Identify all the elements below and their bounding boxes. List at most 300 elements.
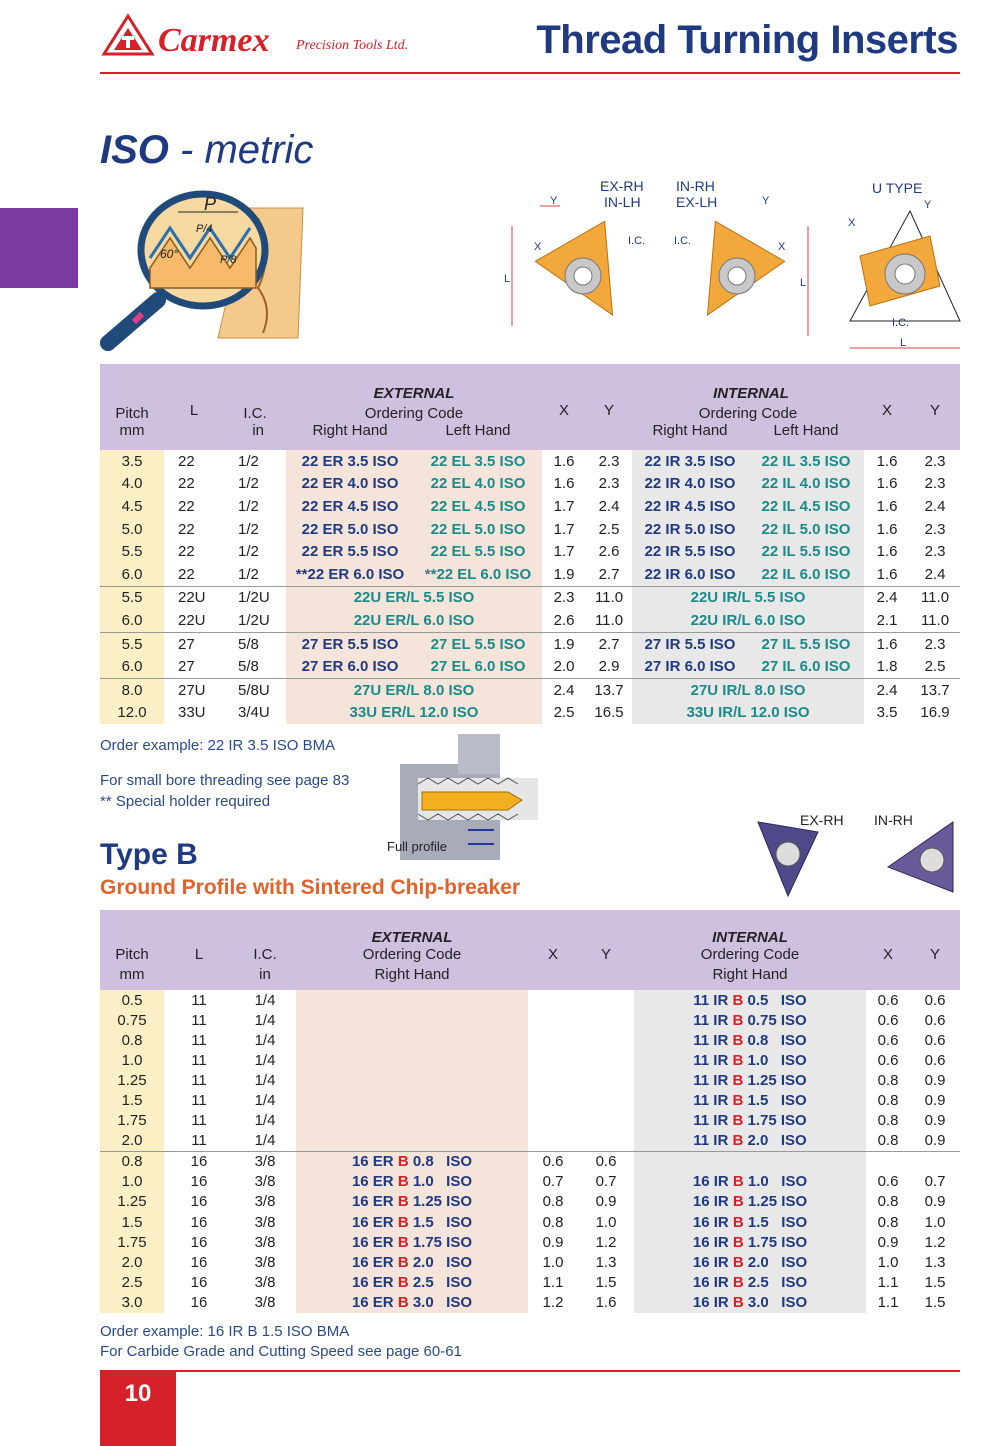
int-rh-code-part: 0.5 ISO: [743, 991, 807, 1009]
int-rh-code: [634, 1252, 866, 1272]
ext-y: 2.4: [598, 497, 620, 515]
int-rh-code: [634, 1151, 866, 1172]
brand-logo: [100, 12, 430, 62]
l-cell: 22: [178, 452, 195, 470]
pitch-cell: 1.5: [100, 1212, 164, 1232]
ext-rh-code-part: 0.8 ISO: [408, 1153, 473, 1171]
int-y: 0.6: [924, 1011, 946, 1029]
int-x: 1.6: [876, 452, 898, 470]
ext-x: 2.0: [553, 658, 575, 676]
ic-cell: 1/4: [254, 1031, 276, 1049]
int-rh-code-part: 1.0 ISO: [743, 1051, 807, 1069]
table-row: [100, 1212, 960, 1232]
svg-text:60°: 60°: [160, 247, 179, 261]
ext-y: [578, 1070, 634, 1090]
table-row: [100, 1090, 960, 1110]
l-cell: 22: [178, 475, 195, 493]
ext-x: 0.6: [528, 1151, 578, 1172]
ext-y: 2.7: [598, 565, 620, 583]
table-row: [100, 702, 960, 725]
int-y: 0.9: [924, 1112, 946, 1130]
int-y: 2.4: [924, 565, 946, 583]
int-rh-code: 22 IR 4.0 ISO: [632, 473, 748, 496]
ext-x: 1.6: [553, 475, 575, 493]
pitch-cell: 6.0: [100, 655, 164, 678]
int-x: 1.6: [876, 543, 898, 561]
ext-rh-code-part: 16 ER: [351, 1213, 398, 1231]
int-rh-code-part: 16 IR: [692, 1213, 733, 1231]
ext-rh-code-part: 1.0 ISO: [408, 1173, 473, 1191]
int-rh-code: [634, 1212, 866, 1232]
ext-code: 27U ER/L 8.0 ISO: [286, 678, 542, 701]
int-x: 0.8: [877, 1112, 899, 1130]
int-lh-code: 27 IL 5.5 ISO: [748, 632, 864, 655]
ext-rh-code-part: B: [397, 1153, 409, 1171]
l-cell: 16: [164, 1151, 234, 1172]
svg-text:I.C.: I.C.: [674, 235, 692, 247]
ext-rh-code: [296, 1111, 528, 1131]
int-x: [866, 1151, 910, 1172]
ext-rh-code-part: 16 ER: [351, 1233, 398, 1251]
l-cell: 16: [190, 1173, 208, 1191]
int-x: 0.6: [877, 991, 899, 1009]
int-rh-code: [634, 1172, 866, 1192]
pitch-cell: 6.0: [100, 609, 164, 632]
ic-cell: 5/8: [224, 632, 286, 655]
int-y: 1.5: [924, 1293, 946, 1311]
int-code: 22U IR/L 5.5 ISO: [632, 586, 864, 609]
ic-cell: 3/8: [254, 1173, 276, 1191]
ext-x: [528, 1070, 578, 1090]
pitch-cell: 1.25: [100, 1070, 164, 1090]
ext-y: [578, 1030, 634, 1050]
l-cell: 16: [190, 1213, 208, 1231]
int-rh-code: 22 IR 3.5 ISO: [632, 450, 748, 473]
int-rh-code-part: 16 IR: [692, 1273, 733, 1291]
ext-y: 1.0: [595, 1213, 617, 1231]
ic-cell: 3/8: [254, 1193, 276, 1211]
ext-lh-code: 22 EL 5.5 ISO: [414, 540, 542, 563]
int-rh-code-part: 2.5 ISO: [743, 1273, 808, 1291]
pitch-cell: 3.0: [100, 1292, 164, 1312]
int-y: 2.3: [924, 543, 946, 561]
int-lh-code: 22 IL 3.5 ISO: [748, 450, 864, 473]
svg-text:L: L: [900, 337, 907, 349]
pitch-cell: 1.25: [100, 1192, 164, 1212]
svg-text:X: X: [778, 241, 786, 253]
page-title: Thread Turning Inserts: [536, 18, 958, 62]
int-rh-code-part: 1.75 ISO: [743, 1112, 807, 1130]
ext-lh-code: 22 EL 3.5 ISO: [414, 450, 542, 473]
int-x: 0.9: [877, 1233, 899, 1251]
ext-y: 0.6: [578, 1151, 634, 1172]
int-rh-code: [634, 1050, 866, 1070]
ext-rh-code: [296, 1131, 528, 1152]
l-cell: 22: [178, 543, 195, 561]
l-cell: 11: [191, 1071, 207, 1089]
internal-header-b: INTERNAL: [712, 929, 788, 946]
ext-y: 2.9: [598, 658, 620, 676]
table-row: [100, 678, 960, 701]
ext-y: [578, 990, 634, 1010]
int-rh-code: 22 IR 5.0 ISO: [632, 518, 748, 541]
ext-rh-code-part: B: [397, 1233, 409, 1251]
ext-lh-code: 22 EL 4.5 ISO: [414, 495, 542, 518]
insert-dimension-diagrams: [500, 196, 970, 356]
int-y: 2.3: [910, 632, 960, 655]
ext-rh-code-part: 1.25 ISO: [408, 1193, 473, 1211]
ext-rh-code-part: B: [397, 1253, 409, 1271]
ext-x: [528, 1030, 578, 1050]
ic-cell: 1/2: [238, 452, 259, 470]
int-y: 2.3: [924, 475, 946, 493]
int-rh-code-part: B: [732, 1071, 744, 1089]
ext-y: [578, 1010, 634, 1030]
internal-header: INTERNAL: [713, 385, 789, 402]
ic-cell: 5/8U: [224, 678, 286, 701]
pitch-cell: 0.5: [100, 990, 164, 1010]
l-cell: 11: [191, 1031, 207, 1049]
int-x: 1.6: [876, 520, 898, 538]
int-x: 3.5: [876, 704, 898, 722]
ext-rh-code: [296, 1050, 528, 1070]
pitch-cell: 5.5: [100, 586, 164, 609]
page-number: 10: [100, 1372, 176, 1446]
ext-rh-code-part: B: [397, 1213, 409, 1231]
int-rh-code: [634, 1131, 866, 1152]
ext-rh-code: [296, 1232, 528, 1252]
ext-y: 11.0: [594, 611, 624, 629]
svg-text:I.C.: I.C.: [892, 317, 910, 329]
int-rh-code: [634, 1292, 866, 1312]
ic-cell: 1/2U: [224, 586, 286, 609]
ext-y: [578, 1131, 634, 1152]
table-row: [100, 609, 960, 632]
int-y: [910, 1151, 960, 1172]
l-cell: 33U: [178, 704, 206, 722]
ext-rh-code-part: B: [397, 1173, 409, 1191]
ext-lh-code: **22 EL 6.0 ISO: [414, 563, 542, 586]
diagram3-label: U TYPE: [872, 180, 923, 196]
int-rh-code-part: 16 IR: [692, 1193, 733, 1211]
int-rh-code-part: B: [732, 1173, 744, 1191]
ic-cell: 5/8: [238, 658, 259, 676]
ext-x: 1.9: [542, 632, 586, 655]
ext-y: [578, 1090, 634, 1110]
table-row: [100, 563, 960, 586]
section-tab: [0, 208, 78, 288]
ext-rh-code: 22 ER 5.5 ISO: [286, 540, 414, 563]
int-x: 1.6: [876, 475, 898, 493]
ext-rh-code-part: B: [397, 1293, 409, 1311]
int-x: 0.8: [877, 1193, 899, 1211]
l-cell: 22U: [178, 611, 206, 629]
ext-rh-code-part: 16 ER: [351, 1253, 398, 1271]
table-row: [100, 1050, 960, 1070]
ic-cell: 1/2U: [238, 611, 270, 629]
int-lh-code: 22 IL 5.0 ISO: [748, 518, 864, 541]
ext-x: 1.6: [553, 452, 575, 470]
l-cell: 11: [191, 1051, 207, 1069]
diagram2-label-a: IN-RH: [676, 178, 715, 194]
ext-rh-code: 27 ER 5.5 ISO: [286, 632, 414, 655]
svg-text:Y: Y: [762, 196, 770, 207]
ic-cell: 3/8: [254, 1213, 276, 1231]
ext-rh-code: [296, 1252, 528, 1272]
order-example-1: Order example: 22 IR 3.5 ISO BMA: [100, 737, 336, 754]
pitch-cell: 2.5: [100, 1272, 164, 1292]
int-y: 1.5: [924, 1273, 946, 1291]
carmex-logo-icon: [100, 12, 156, 56]
ext-lh-code: 22 EL 5.0 ISO: [414, 518, 542, 541]
int-rh-code-part: 1.5 ISO: [743, 1213, 808, 1231]
int-x: 1.1: [877, 1293, 899, 1311]
ext-y: [578, 1111, 634, 1131]
pitch-cell: 0.8: [100, 1151, 164, 1172]
int-rh-code-part: B: [732, 1193, 744, 1211]
thread-profile-magnifier-icon: [98, 188, 308, 356]
ext-x: 0.9: [542, 1233, 564, 1251]
order-example-2: Order example: 16 IR B 1.5 ISO BMA: [100, 1323, 350, 1340]
external-header: EXTERNAL: [373, 385, 455, 402]
pitch-cell: 12.0: [100, 702, 164, 725]
int-x: 1.6: [864, 632, 910, 655]
table-row: [100, 518, 960, 541]
int-x: 2.4: [864, 586, 910, 609]
brand-name: Carmex: [158, 22, 270, 59]
int-rh-code-part: 11 IR: [693, 1092, 733, 1110]
ext-y: 1.2: [595, 1233, 617, 1251]
ext-x: 1.7: [553, 520, 575, 538]
ext-y: 1.5: [595, 1273, 617, 1291]
table-row: [100, 655, 960, 678]
type-b-exrh-label: EX-RH: [800, 812, 844, 828]
int-rh-code: 22 IR 4.5 ISO: [632, 495, 748, 518]
ic-cell: 1/4: [254, 1112, 276, 1130]
l-cell: 27: [164, 632, 224, 655]
int-rh-code-part: 16 IR: [692, 1293, 733, 1311]
l-cell: 22U: [164, 586, 224, 609]
int-rh-code: [634, 1272, 866, 1292]
table-row: [100, 1192, 960, 1212]
ext-y: 11.0: [586, 586, 632, 609]
ext-rh-code-part: 2.0 ISO: [408, 1253, 473, 1271]
int-y: 11.0: [920, 611, 950, 629]
int-rh-code-part: 0.8 ISO: [743, 1031, 807, 1049]
svg-text:Y: Y: [550, 196, 558, 207]
int-x: 0.6: [877, 1173, 899, 1191]
ext-rh-code-part: 16 ER: [351, 1273, 398, 1291]
ext-y: 2.6: [598, 543, 620, 561]
ext-y: 0.9: [595, 1193, 617, 1211]
int-rh-code: [634, 1010, 866, 1030]
table-row: [100, 1030, 960, 1050]
table-row: [100, 1232, 960, 1252]
ext-x: 2.5: [553, 704, 575, 722]
int-rh-code-part: 1.25 ISO: [743, 1071, 807, 1089]
table-row: [100, 1151, 960, 1172]
int-y: 2.3: [924, 520, 946, 538]
int-y: 1.0: [924, 1213, 946, 1231]
ext-x: [528, 1050, 578, 1070]
int-rh-code-part: 1.25 ISO: [743, 1193, 808, 1211]
int-rh-code-part: 11 IR: [693, 1071, 733, 1089]
svg-text:X: X: [848, 217, 856, 229]
int-lh-code: 27 IL 6.0 ISO: [748, 655, 864, 678]
int-rh-code: 27 IR 6.0 ISO: [632, 655, 748, 678]
int-rh-code: [634, 1192, 866, 1212]
pitch-cell: 1.0: [100, 1050, 164, 1070]
int-code: 22U IR/L 6.0 ISO: [632, 609, 864, 632]
int-rh-code-part: B: [732, 1213, 744, 1231]
pitch-cell: 0.75: [100, 1010, 164, 1030]
int-y: 13.7: [910, 678, 960, 701]
int-rh-code-part: 11 IR: [693, 1031, 733, 1049]
int-rh-code-part: B: [732, 1233, 744, 1251]
int-lh-code: 22 IL 4.0 ISO: [748, 473, 864, 496]
pitch-cell: 5.0: [100, 518, 164, 541]
int-y: 11.0: [910, 586, 960, 609]
table-row: [100, 1252, 960, 1272]
ic-cell: 1/2: [238, 520, 259, 538]
ext-rh-code-part: 1.5 ISO: [408, 1213, 473, 1231]
int-rh-code-part: B: [732, 1253, 744, 1271]
int-rh-code-part: 11 IR: [693, 1132, 733, 1150]
ext-x: 2.6: [553, 611, 575, 629]
int-rh-code-part: B: [732, 991, 744, 1009]
int-rh-code-part: 1.5 ISO: [743, 1092, 807, 1110]
footer-divider: [100, 1370, 960, 1372]
ext-rh-code-part: 1.75 ISO: [408, 1233, 473, 1251]
int-rh-code: [634, 1030, 866, 1050]
ext-x: 1.0: [542, 1253, 564, 1271]
int-code: 33U IR/L 12.0 ISO: [632, 702, 864, 725]
ext-rh-code: [296, 1212, 528, 1232]
ext-y: 1.3: [595, 1253, 617, 1271]
int-rh-code: 27 IR 5.5 ISO: [632, 632, 748, 655]
int-x: 1.1: [877, 1273, 899, 1291]
ext-code: 33U ER/L 12.0 ISO: [286, 702, 542, 725]
ext-y: 13.7: [586, 678, 632, 701]
ext-x: 0.8: [542, 1193, 564, 1211]
table-row: [100, 1010, 960, 1030]
svg-text:P/4: P/4: [196, 223, 213, 235]
svg-text:P/8: P/8: [220, 254, 237, 266]
pitch-cell: 2.0: [100, 1131, 164, 1152]
ic-cell: 3/8: [254, 1253, 276, 1271]
pitch-cell: 6.0: [100, 563, 164, 586]
ext-rh-code: 22 ER 4.5 ISO: [286, 495, 414, 518]
int-rh-code: [634, 1111, 866, 1131]
ext-x: 1.7: [553, 497, 575, 515]
pitch-cell: 5.5: [100, 540, 164, 563]
ext-y: 0.7: [595, 1173, 617, 1191]
ext-rh-code: **22 ER 6.0 ISO: [286, 563, 414, 586]
int-rh-code-part: 1.75 ISO: [743, 1233, 808, 1251]
ext-y: 2.5: [598, 520, 620, 538]
ext-rh-code: [296, 990, 528, 1010]
ic-cell: 1/4: [254, 1092, 276, 1110]
ext-x: [528, 1010, 578, 1030]
table-row: [100, 1111, 960, 1131]
int-y: 0.9: [924, 1092, 946, 1110]
ext-x: 1.2: [542, 1293, 564, 1311]
ic-cell: 1/2: [238, 497, 259, 515]
table-row: [100, 1292, 960, 1312]
int-y: 0.9: [924, 1071, 946, 1089]
int-rh-code: [634, 1070, 866, 1090]
int-rh-code-part: 11 IR: [693, 1112, 733, 1130]
int-x: 0.8: [877, 1071, 899, 1089]
int-y: 0.7: [924, 1173, 946, 1191]
ext-rh-code: [296, 1151, 528, 1172]
int-y: 1.2: [924, 1233, 946, 1251]
pitch-cell: 1.5: [100, 1090, 164, 1110]
pitch-cell: 4.5: [100, 495, 164, 518]
ext-y: 2.3: [598, 452, 620, 470]
int-rh-code-part: 11 IR: [693, 1051, 733, 1069]
ext-x: 2.4: [542, 678, 586, 701]
int-x: 0.6: [877, 1011, 899, 1029]
table-row: [100, 495, 960, 518]
int-x: 1.6: [876, 565, 898, 583]
ext-rh-code-part: 2.5 ISO: [408, 1273, 473, 1291]
ext-rh-code-part: 16 ER: [351, 1293, 398, 1311]
ic-cell: 1/2: [238, 475, 259, 493]
int-lh-code: 22 IL 4.5 ISO: [748, 495, 864, 518]
ic-cell: 1/4: [254, 1071, 276, 1089]
l-cell: 11: [191, 1011, 207, 1029]
int-rh-code-part: B: [732, 1051, 744, 1069]
type-b-inserts-icon: [748, 812, 968, 902]
ext-x: 0.7: [542, 1173, 564, 1191]
pitch-cell: 8.0: [100, 678, 164, 701]
l-cell: 22: [178, 497, 195, 515]
ext-x: 1.9: [553, 565, 575, 583]
ic-cell: 3/8: [254, 1293, 276, 1311]
ext-lh-code: 27 EL 6.0 ISO: [414, 655, 542, 678]
ext-x: [528, 1131, 578, 1152]
ic-cell: 1/4: [254, 1051, 276, 1069]
int-x: 2.4: [864, 678, 910, 701]
table-row: [100, 1131, 960, 1152]
ext-y: 2.7: [586, 632, 632, 655]
int-rh-code-part: 11 IR: [693, 1011, 733, 1029]
l-cell: 16: [190, 1293, 208, 1311]
ext-rh-code: [296, 1192, 528, 1212]
int-lh-code: 22 IL 6.0 ISO: [748, 563, 864, 586]
int-rh-code: [634, 990, 866, 1010]
table-row: [100, 632, 960, 655]
ext-x: 0.8: [542, 1213, 564, 1231]
l-cell: 11: [191, 1132, 207, 1150]
table-row: [100, 1070, 960, 1090]
small-bore-note: For small bore threading see page 83: [100, 772, 350, 789]
l-cell: 11: [191, 1092, 207, 1110]
special-holder-note: ** Special holder required: [100, 793, 271, 810]
int-rh-code-part: B: [732, 1092, 744, 1110]
ext-lh-code: 22 EL 4.0 ISO: [414, 473, 542, 496]
ic-cell: 3/8: [254, 1233, 276, 1251]
type-b-title: Type B: [100, 838, 198, 871]
table-row: [100, 1272, 960, 1292]
ext-rh-code: [296, 1070, 528, 1090]
int-x: 0.6: [877, 1051, 899, 1069]
int-x: 0.8: [877, 1092, 899, 1110]
ext-y: [578, 1050, 634, 1070]
ext-x: [528, 1090, 578, 1110]
ext-x: 1.1: [542, 1273, 564, 1291]
